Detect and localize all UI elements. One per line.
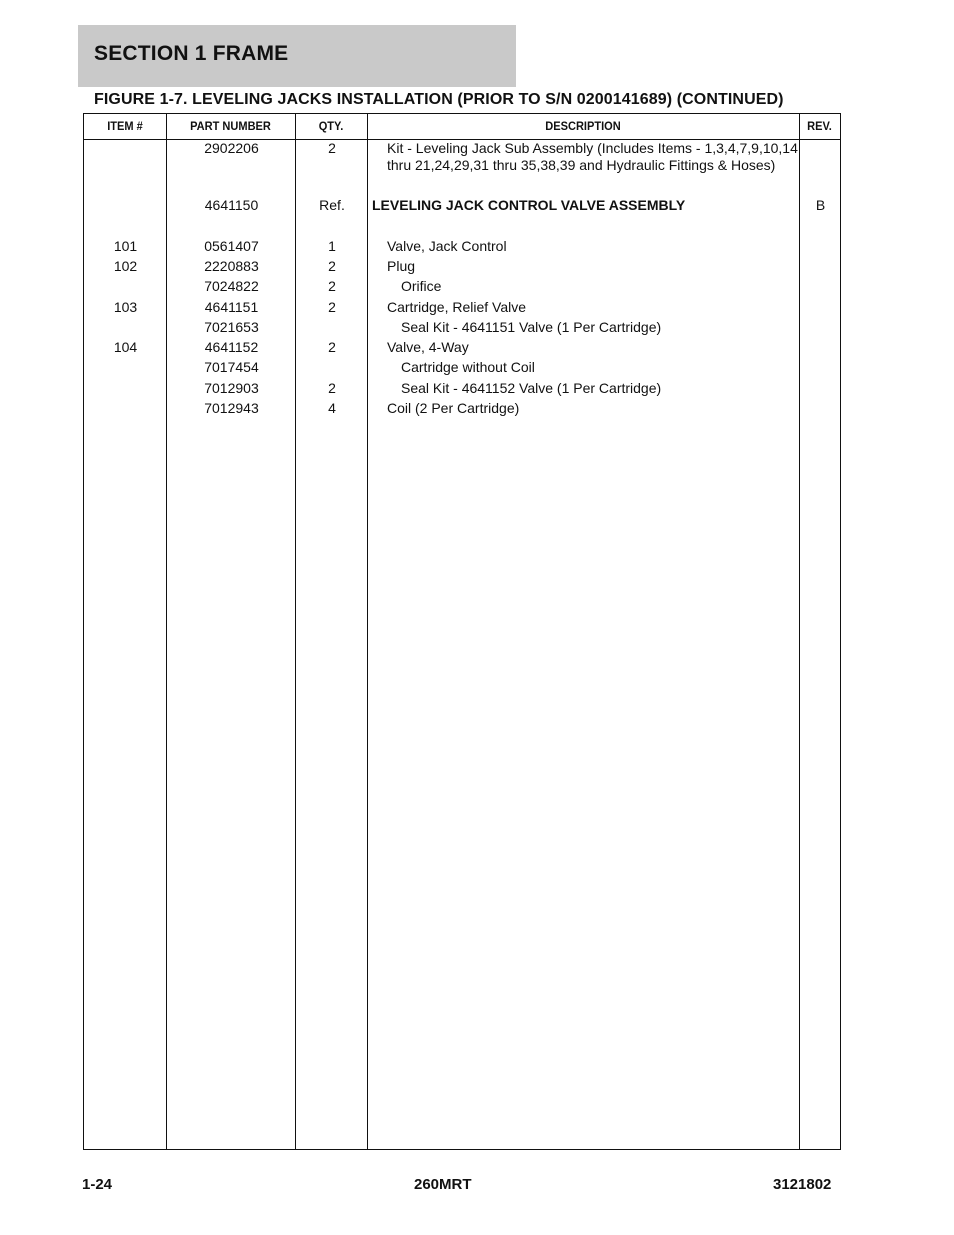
quantity: 4 (328, 400, 336, 416)
part-number: 4641150 (204, 197, 259, 213)
part-number: 7012943 (204, 400, 259, 416)
page-number: 1-24 (82, 1176, 113, 1193)
table-row (84, 400, 840, 420)
table-row (84, 380, 840, 400)
table-row (84, 258, 840, 278)
quantity: 2 (328, 339, 336, 355)
document-number: 3121802 (773, 1176, 832, 1193)
description: Orifice (401, 278, 442, 294)
quantity: 2 (328, 278, 336, 294)
item-number: 103 (113, 299, 138, 315)
description: Cartridge without Coil (401, 359, 535, 375)
description: Seal Kit - 4641152 Valve (1 Per Cartridge) (401, 380, 662, 396)
table-row (84, 238, 840, 258)
description-continuation: thru 21,24,29,31 thru 35,38,39 and Hydraulic Fittings & Hoses) (387, 157, 776, 173)
description: Seal Kit - 4641151 Valve (1 Per Cartridge) (401, 319, 662, 335)
header-rev: REV. (807, 119, 832, 133)
header-qty: QTY. (318, 119, 344, 133)
part-number: 2220883 (204, 258, 259, 274)
table-row (84, 339, 840, 359)
table-row (84, 299, 840, 319)
description: Coil (2 Per Cartridge) (387, 400, 520, 416)
header-part-number: PART NUMBER (190, 119, 271, 133)
description: Valve, 4-Way (387, 339, 469, 355)
part-number: 7017454 (204, 359, 259, 375)
part-number: 7012903 (204, 380, 259, 396)
table-row (84, 359, 840, 379)
model-name: 260MRT (414, 1176, 472, 1193)
parts-table (83, 113, 841, 1150)
table-row (84, 197, 840, 217)
description: Cartridge, Relief Valve (387, 299, 527, 315)
part-number: 4641152 (204, 339, 259, 355)
figure-title: FIGURE 1-7. LEVELING JACKS INSTALLATION (PRIOR TO S/N 0200141689) (CONTINUED) (94, 91, 784, 108)
quantity: 2 (328, 258, 336, 274)
item-number: 102 (113, 258, 138, 274)
table-row (84, 319, 840, 339)
quantity: 2 (328, 380, 336, 396)
table-row (84, 278, 840, 298)
item-number: 101 (113, 238, 138, 254)
item-number: 104 (113, 339, 138, 355)
description: Plug (387, 258, 416, 274)
quantity: 2 (328, 140, 336, 156)
quantity: 1 (328, 238, 336, 254)
part-number: 7024822 (204, 278, 259, 294)
header-item: ITEM # (107, 119, 143, 133)
description: Valve, Jack Control (387, 238, 507, 254)
description: Kit - Leveling Jack Sub Assembly (Includes Items - 1,3,4,7,9,10,14 (387, 140, 798, 156)
part-number: 4641151 (204, 299, 259, 315)
section-banner (78, 25, 516, 87)
quantity: Ref. (319, 197, 345, 213)
header-description: DESCRIPTION (545, 119, 621, 133)
assembly-heading: LEVELING JACK CONTROL VALVE ASSEMBLY (372, 197, 686, 213)
revision: B (815, 197, 826, 213)
part-number: 2902206 (204, 140, 259, 156)
part-number: 7021653 (204, 319, 259, 335)
part-number: 0561407 (204, 238, 259, 254)
quantity: 2 (328, 299, 336, 315)
table-row-continuation (84, 157, 840, 177)
section-title: SECTION 1 FRAME (94, 42, 289, 65)
